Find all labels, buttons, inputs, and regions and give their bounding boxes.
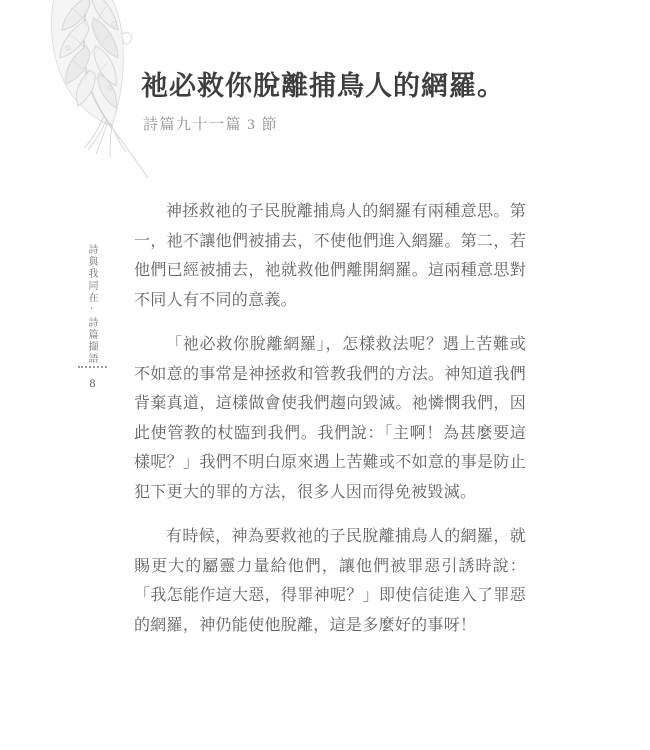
paragraph-2: 「祂必救你脫離網羅」，怎樣救法呢？遇上苦難或不如意的事常是神拯救和管教我們的方法。神知道我們背棄真道，這樣做會使我們趨向毀滅。祂憐憫我們，因此使管教的杖臨到我們。我們說：「主啊！為甚麼要這樣呢？」我們不明白原來遇上苦難或不如意的事是防止犯下更大的罪的方法，很多人因而得免被毀滅。 [134, 336, 526, 501]
feather-ornament-icon [44, 0, 156, 190]
paragraph-1: 神拯救祂的子民脫離捕鳥人的網羅有兩種意思。第一，祂不讓他們被捕去，不使他們進入網羅。第二，若他們已經被捕去，祂就救他們離開網羅。這兩種意思對不同人有不同的意義。 [134, 203, 526, 309]
body-text [134, 197, 526, 640]
chapter-title: 祂必救你脫離捕鳥人的網羅。 [141, 71, 505, 101]
paragraph-3: 有時候，神為要救祂的子民脫離捕鳥人的網羅，就賜更大的屬靈力量給他們，讓他們被罪惡引誘時說：「我怎能作這大惡，得罪神呢？」即使信徒進入了罪惡的網羅，神仍能使他脫離，這是多麼好的事呀！ [134, 528, 526, 634]
scripture-reference: 詩篇九十一篇 3 節 [143, 117, 279, 133]
page-number: 8 [89, 376, 96, 390]
series-title-vertical: 詩與我同在·詩篇擷語 [86, 244, 97, 365]
sidebar-dotted-divider [78, 366, 107, 368]
